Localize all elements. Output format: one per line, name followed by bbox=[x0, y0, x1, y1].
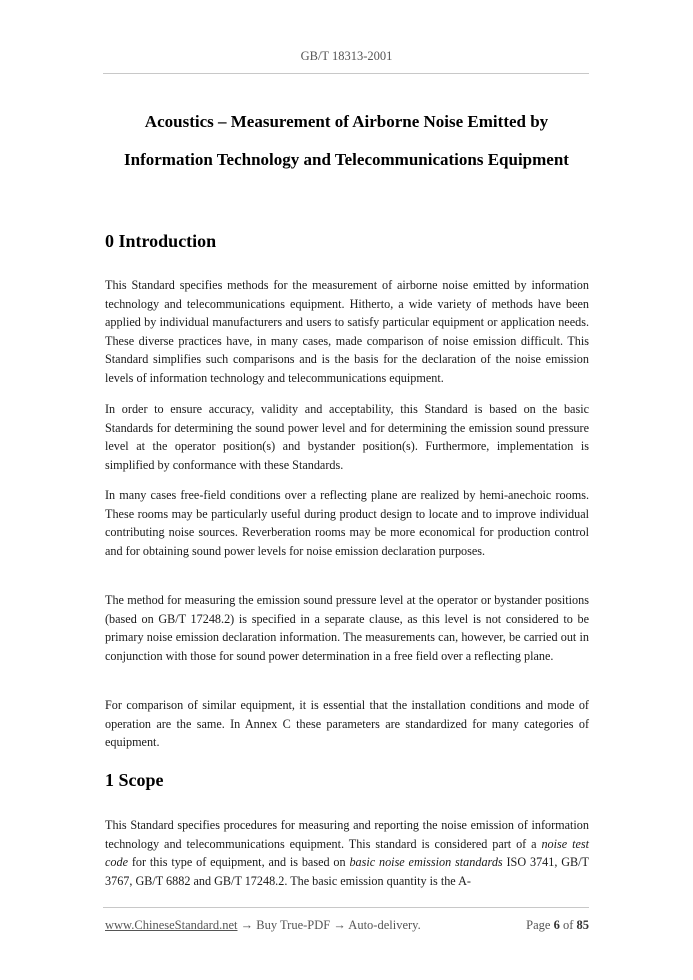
header-divider bbox=[103, 73, 589, 74]
intro-paragraph-2: In order to ensure accuracy, validity and acceptability, this Standard is based on the basic Standards for determining the sound power level and for determining the emission sound pressure level at the operator position(s) and bystander position(s). Furthermore, implementation is simplified by conformance with these Standards. bbox=[105, 402, 589, 472]
scope-italic-basic-standards: basic noise emission standards bbox=[349, 855, 503, 870]
scope-italic-noise-test-code: noise test code bbox=[105, 836, 590, 870]
footer-divider bbox=[103, 907, 589, 908]
document-title bbox=[60, 103, 633, 179]
page-header: GB/T 18313-2001 bbox=[300, 49, 393, 63]
section-heading-scope: 1 Scope bbox=[105, 770, 164, 790]
title-line-2: Information Technology and Telecommunications Equipment bbox=[124, 150, 569, 169]
page-label: Page bbox=[526, 918, 551, 932]
page-current: 6 bbox=[553, 918, 560, 932]
page-total: 85 bbox=[576, 918, 589, 932]
intro-paragraph-4: The method for measuring the emission sound pressure level at the operator or bystander positions (based on GB/T 17248.2) is specified in a separate clause, as this level is not considered to be primary noise emission declaration information. The measurements can, however, be carried out in conjunction with those for sound power determination in a free field over a reflecting plane. bbox=[105, 593, 589, 663]
scope-text-3: ISO 3741, GB/T 3767, GB/T 6882 and GB/T 17248.2. The basic emission quantity is the A- bbox=[105, 855, 589, 888]
page-footer bbox=[105, 918, 589, 933]
section-heading-introduction: 0 Introduction bbox=[105, 231, 217, 251]
intro-paragraph-1: This Standard specifies methods for the measurement of airborne noise emitted by information technology and telecommunications equipment. Hitherto, a wide variety of methods have been applied by individual manufacturers and users to satisfy particular equipment or application needs. These diverse practices have, in many cases, made comparison of noise emission difficult. This Standard simplifies such comparisons and is the basis for the declaration of the noise emission levels of information technology and telecommunications equipment. bbox=[105, 278, 589, 385]
title-line-1: Acoustics – Measurement of Airborne Noise Emitted by bbox=[144, 112, 549, 131]
intro-paragraph-5: For comparison of similar equipment, it is essential that the installation conditions and mode of operation are the same. In Annex C these parameters are standardized for many categories of equipment. bbox=[105, 698, 589, 750]
scope-paragraph bbox=[105, 816, 589, 890]
scope-text-1: This Standard specifies procedures for measuring and reporting the noise emission of information technology and telecommunications equipment. This standard is considered part of a bbox=[105, 818, 589, 851]
footer-promo-text: → Buy True-PDF → Auto-delivery. bbox=[237, 918, 421, 932]
page-number bbox=[526, 918, 589, 933]
scope-text-2: for this type of equipment, and is based on bbox=[128, 855, 350, 870]
website-link[interactable]: www.ChineseStandard.net bbox=[105, 918, 238, 932]
intro-paragraph-3: In many cases free-field conditions over a reflecting plane are realized by hemi-anechoic rooms. These rooms may be particularly useful during product design to locate and to improve individual contributing noise sources. Reverberation rooms may be more economical for production control and for obtaining sound power levels for noise emission declaration purposes. bbox=[105, 488, 589, 558]
page-of: of bbox=[562, 918, 574, 932]
